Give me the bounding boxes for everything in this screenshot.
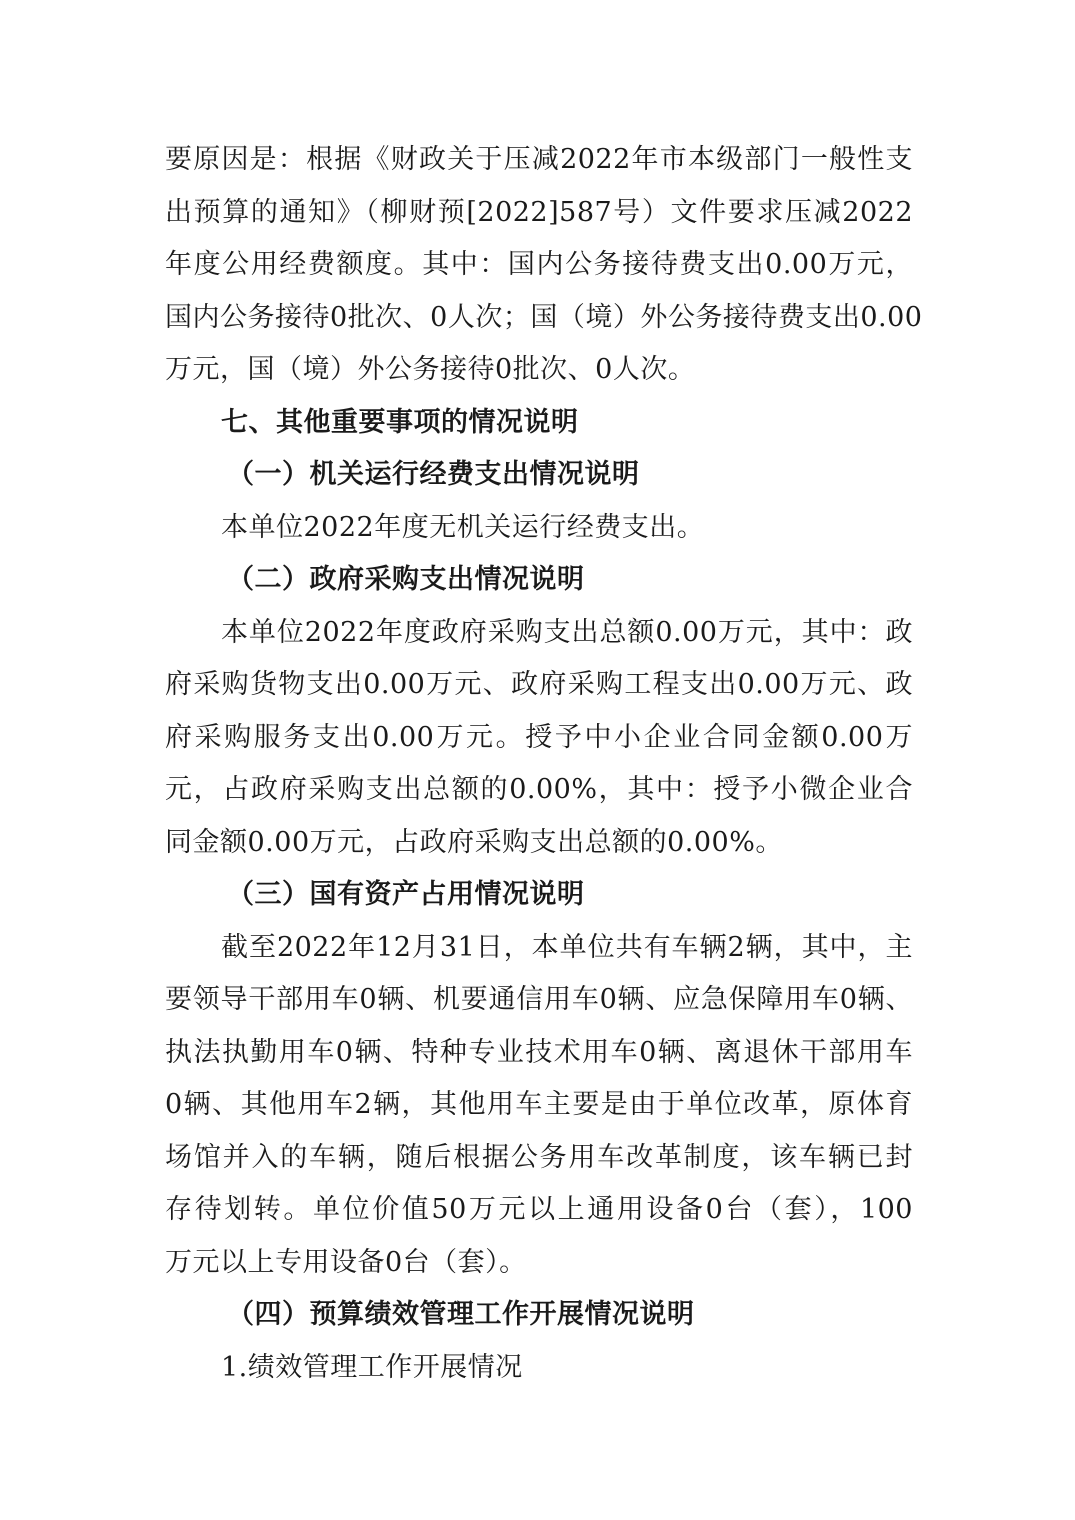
body-text-line: 万元，国（境）外公务接待0批次、0人次。 xyxy=(165,354,696,385)
subsection-heading: （一）机关运行经费支出情况说明 xyxy=(227,459,640,490)
body-text-line: 0辆、其他用车2辆，其他用车主要是由于单位改革，原体育 xyxy=(165,1089,913,1120)
body-text-line: 要领导干部用车0辆、机要通信用车0辆、应急保障用车0辆、 xyxy=(165,984,913,1015)
paragraph-first-line: 本单位2022年度无机关运行经费支出。 xyxy=(221,511,705,543)
body-text-line: 年度公用经费额度。其中：国内公务接待费支出0.00万元， xyxy=(165,249,913,280)
paragraph-first-line: 截至2022年12月31日，本单位共有车辆2辆，其中，主 xyxy=(221,931,913,963)
section-heading: 七、其他重要事项的情况说明 xyxy=(221,406,579,438)
body-text-line: 府采购服务支出0.00万元。授予中小企业合同金额0.00万 xyxy=(165,721,913,753)
body-text-line: 场馆并入的车辆，随后根据公务用车改革制度，该车辆已封 xyxy=(165,1141,913,1173)
body-text-line: 出预算的通知》（柳财预[2022]587号）文件要求压减2022 xyxy=(165,196,913,228)
body-text-line: 府采购货物支出0.00万元、政府采购工程支出0.00万元、政 xyxy=(165,669,913,700)
subsection-heading: （四）预算绩效管理工作开展情况说明 xyxy=(227,1299,695,1330)
paragraph-first-line: 本单位2022年度政府采购支出总额0.00万元，其中：政 xyxy=(221,616,913,648)
body-text-line: 同金额0.00万元，占政府采购支出总额的0.00%。 xyxy=(165,826,783,858)
body-text-line: 要原因是：根据《财政关于压减2022年市本级部门一般性支 xyxy=(165,144,913,175)
subsection-heading: （二）政府采购支出情况说明 xyxy=(227,564,585,595)
subsection-heading: （三）国有资产占用情况说明 xyxy=(227,879,585,910)
document-body xyxy=(165,134,923,1394)
body-text-line: 国内公务接待0批次、0人次；国（境）外公务接待费支出0.00 xyxy=(165,301,923,333)
paragraph-first-line: 1.绩效管理工作开展情况 xyxy=(221,1351,523,1383)
body-text-line: 万元以上专用设备0台（套）。 xyxy=(165,1246,527,1278)
body-text-line: 元，占政府采购支出总额的0.00%，其中：授予小微企业合 xyxy=(165,774,913,805)
body-text-line: 存待划转。单位价值50万元以上通用设备0台（套），100 xyxy=(165,1194,913,1225)
body-text-line: 执法执勤用车0辆、特种专业技术用车0辆、离退休干部用车 xyxy=(165,1036,913,1068)
